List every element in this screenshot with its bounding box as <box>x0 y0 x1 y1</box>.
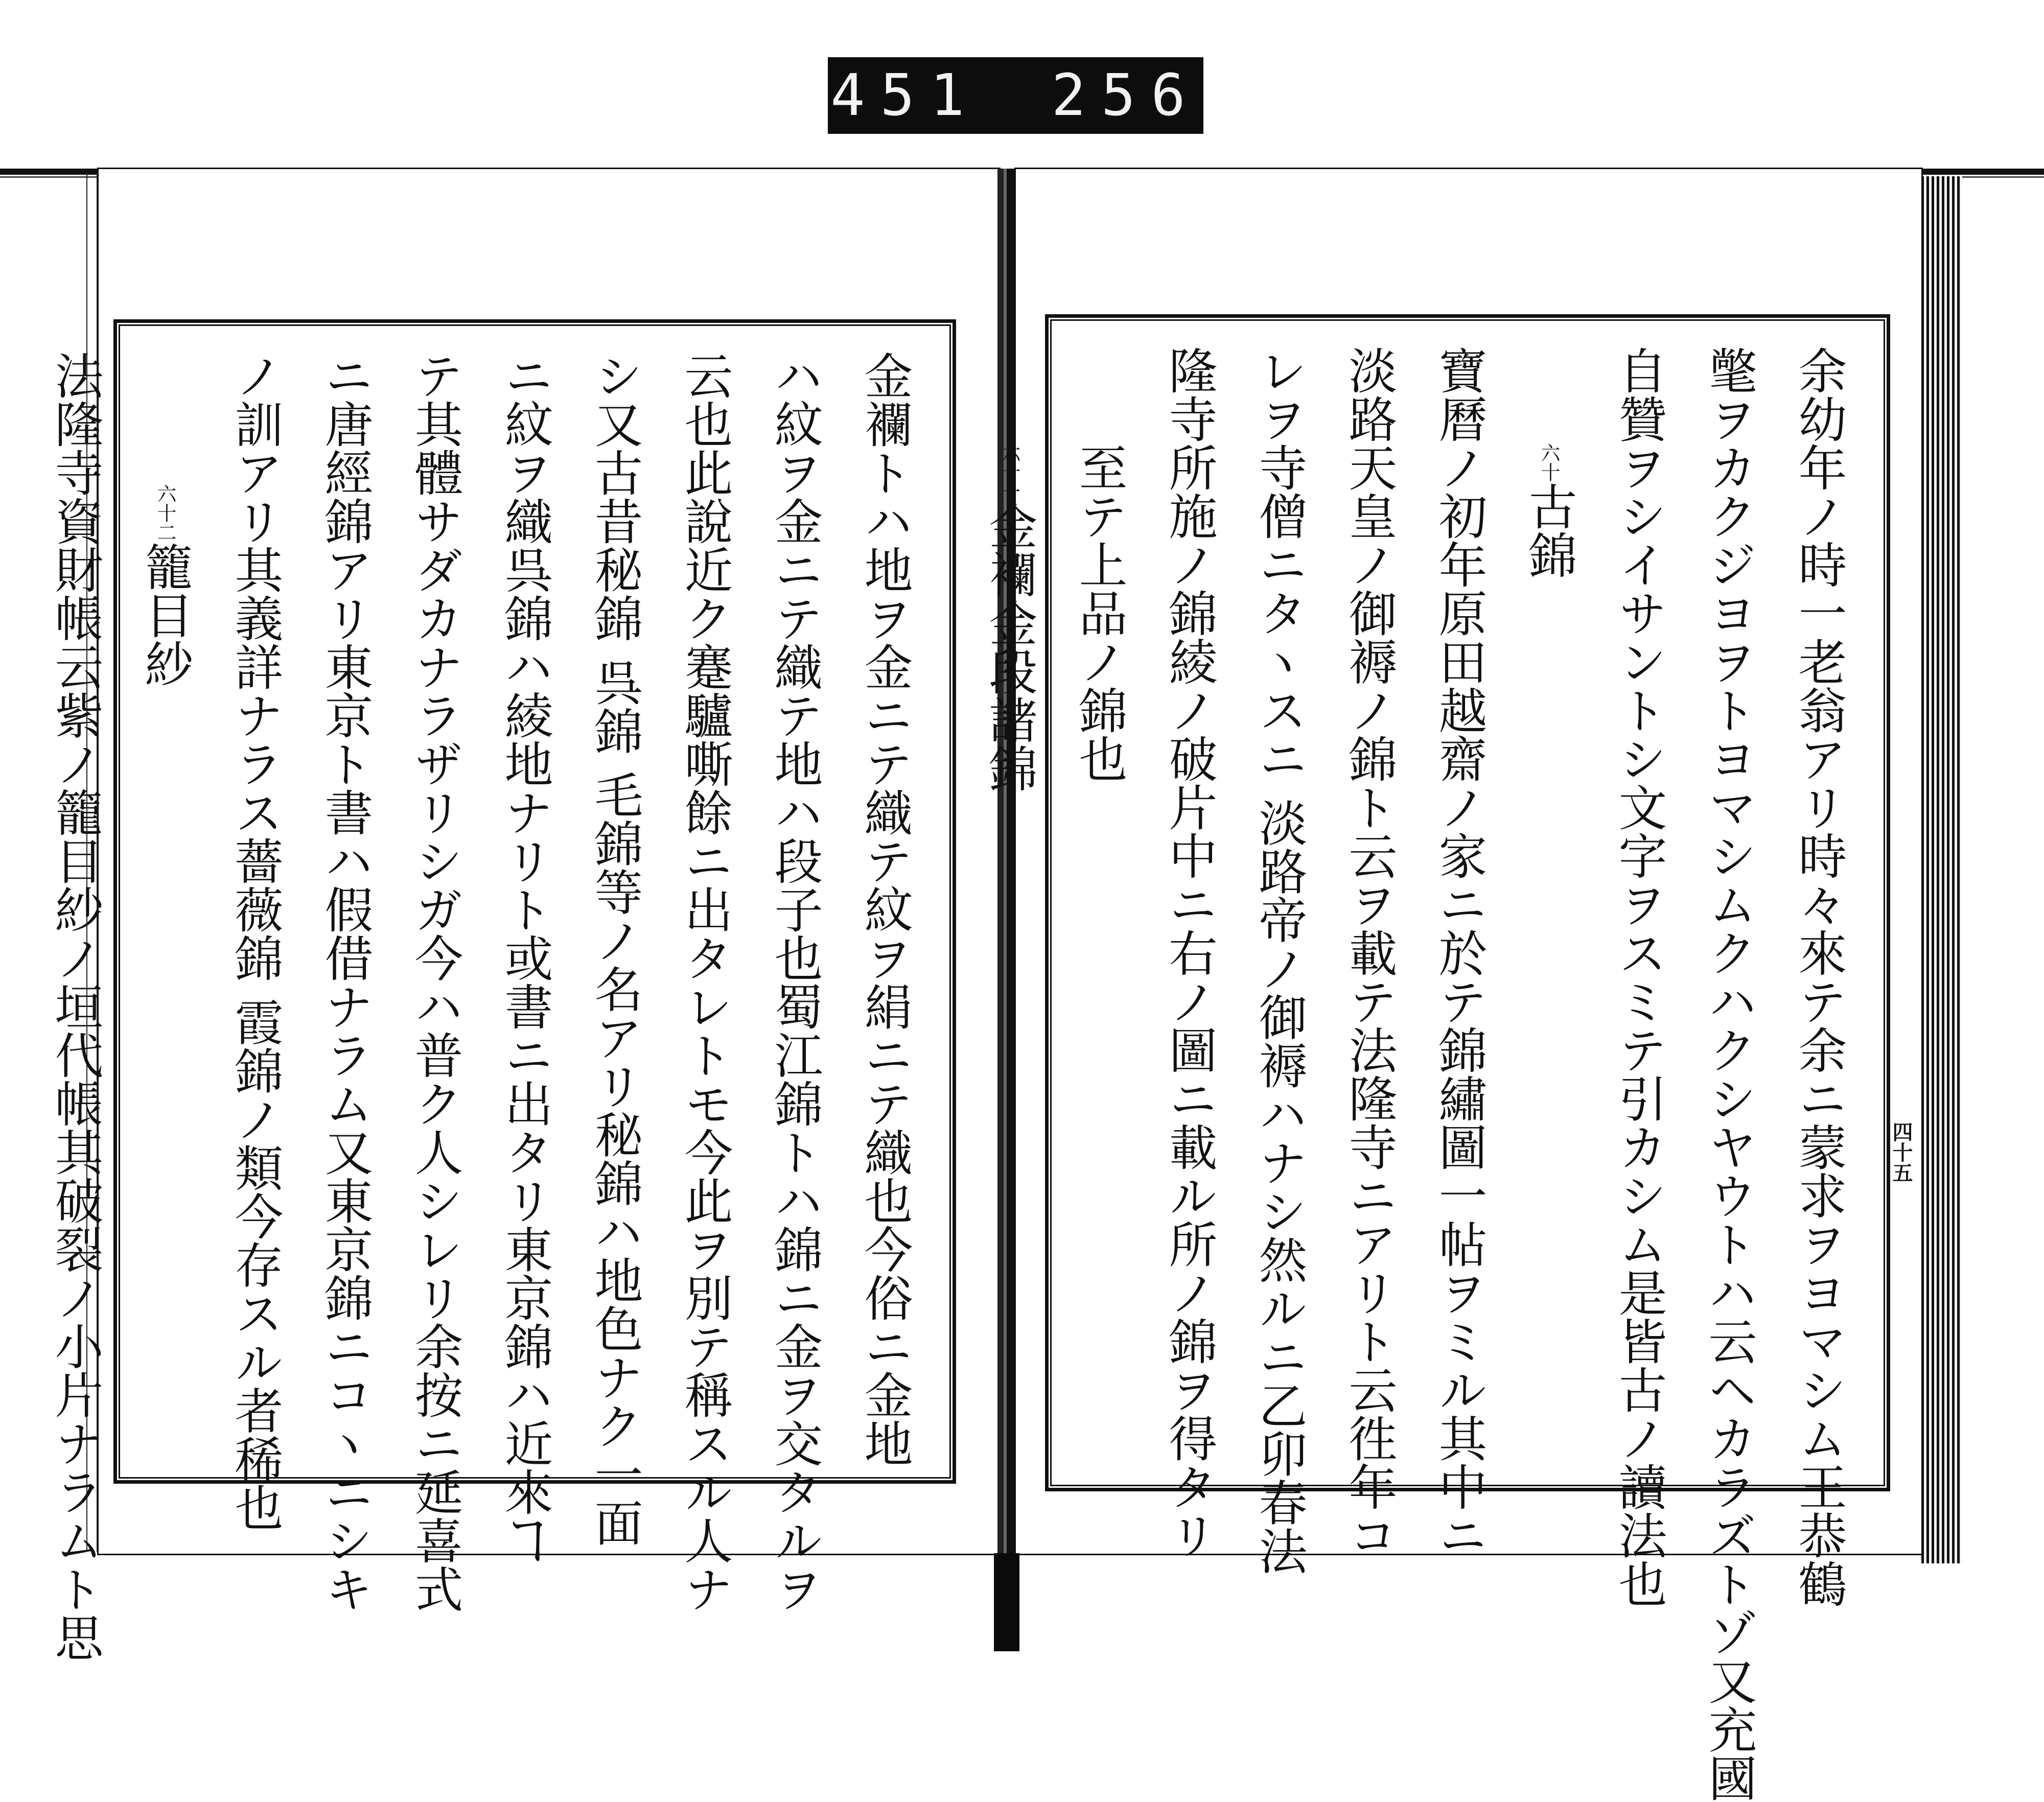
left-text-area <box>47 323 953 1661</box>
right_page-column <box>1774 346 1864 1608</box>
label-number-1: 451 <box>830 62 980 129</box>
column-text: 古錦 <box>1521 482 1577 579</box>
column-text: シ又古昔秘錦 呉錦 毛錦等ノ名アリ秘錦ハ地色ナク一面 <box>587 351 643 1547</box>
column-text: 云也此說近ク蹇驢嘶餘ニ出タレトモ今此ヲ別テ稱スル人ナ <box>677 351 733 1613</box>
column-text: 氅ヲカクジヨヲトヨマシムクハクシヤウトハ云ヘカラズトゾ又充國 <box>1701 346 1757 1802</box>
left_page-column <box>210 351 300 1532</box>
column-text: 寶曆ノ初年原田越齋ノ家ニ於テ錦繡圖一帖ヲミル其中ニ <box>1431 346 1487 1559</box>
right_page-column <box>1324 346 1414 1559</box>
right_page-column <box>1594 346 1684 1608</box>
column-text: ニ紋ヲ織呉錦ハ綾地ナリト或書ニ出タリ東京錦ハ近來ヿ <box>497 351 553 1564</box>
page-number: 四十五 <box>1889 1121 1913 1183</box>
catalog-label <box>828 57 1203 134</box>
column-text: 金襴トハ地ヲ金ニテ織テ紋ヲ絹ニテ織也今俗ニ金地 <box>856 351 913 1467</box>
column-text: 籠目紗 <box>137 542 193 688</box>
right_page-column <box>1054 346 1144 1462</box>
left_page-column <box>480 351 570 1564</box>
right-text-frame <box>981 314 1890 1802</box>
column-text: レヲ寺僧ニタヽスニ 淡路帝ノ御褥ハナシ然ルニ乙卯春法 <box>1251 346 1307 1575</box>
column-text: 淡路天皇ノ御褥ノ錦ト云ヲ載テ法隆寺ニアリト云徃年コ <box>1341 346 1397 1559</box>
column-text: 余幼年ノ時一老翁アリ時々來テ余ニ蒙求ヲヨマシム王恭鶴 <box>1791 346 1847 1608</box>
page-edges <box>1921 176 1962 1563</box>
column-text: テ其體サダカナラザリシガ今ハ普ク人シレリ余按ニ延喜式 <box>407 351 463 1613</box>
column-text: 法隆寺資財帳云紫ノ籠目紗ノ垣代帳其破裂ノ小片ナラムト思 <box>47 351 103 1661</box>
left-text-frame <box>47 319 956 1661</box>
column-text: 金襴金段諸錦 <box>981 501 1037 792</box>
section-number: 六十二 <box>154 484 176 542</box>
right_page-column <box>1684 346 1774 1802</box>
column-text: 隆寺所施ノ錦綾ノ破片中ニ右ノ圖ニ載ル所ノ錦ヲ得タリ <box>1161 346 1217 1559</box>
right_page-column <box>1234 346 1324 1575</box>
column-text: 至テ上品ノ錦也 <box>1071 443 1127 783</box>
left_page-column <box>390 351 480 1613</box>
right-text-area <box>981 318 1887 1802</box>
right_page-column <box>1144 346 1234 1559</box>
section-number: 六十一 <box>998 443 1020 501</box>
left_page-column <box>840 351 930 1467</box>
left_page-column <box>660 351 750 1613</box>
left_page-column <box>30 351 120 1661</box>
column-text: ニ唐經錦アリ東京ト書ハ假借ナラム又東京錦ニコヽニシキ <box>317 351 373 1613</box>
label-number-2: 256 <box>1051 62 1201 129</box>
left_page-column <box>120 351 210 1455</box>
spine-tail <box>994 1553 1019 1651</box>
section-number: 六十 <box>1538 443 1560 482</box>
left_page-column <box>570 351 660 1547</box>
column-text: 自贊ヲシイサントシ文字ヲスミテ引カシム是皆古ノ讀法也 <box>1611 346 1667 1608</box>
right_page-column <box>1504 346 1594 1462</box>
left_page-column <box>750 351 840 1613</box>
right_page-column <box>1414 346 1504 1559</box>
left_page-column <box>300 351 390 1613</box>
column-text: ハ紋ヲ金ニテ織テ地ハ段子也蜀江錦トハ錦ニ金ヲ交タルヲ <box>766 351 823 1613</box>
column-text: ノ訓アリ其義詳ナラス薔薇錦 霞錦ノ類今存スル者稀也 <box>227 351 283 1532</box>
right_page-column <box>964 346 1054 1462</box>
